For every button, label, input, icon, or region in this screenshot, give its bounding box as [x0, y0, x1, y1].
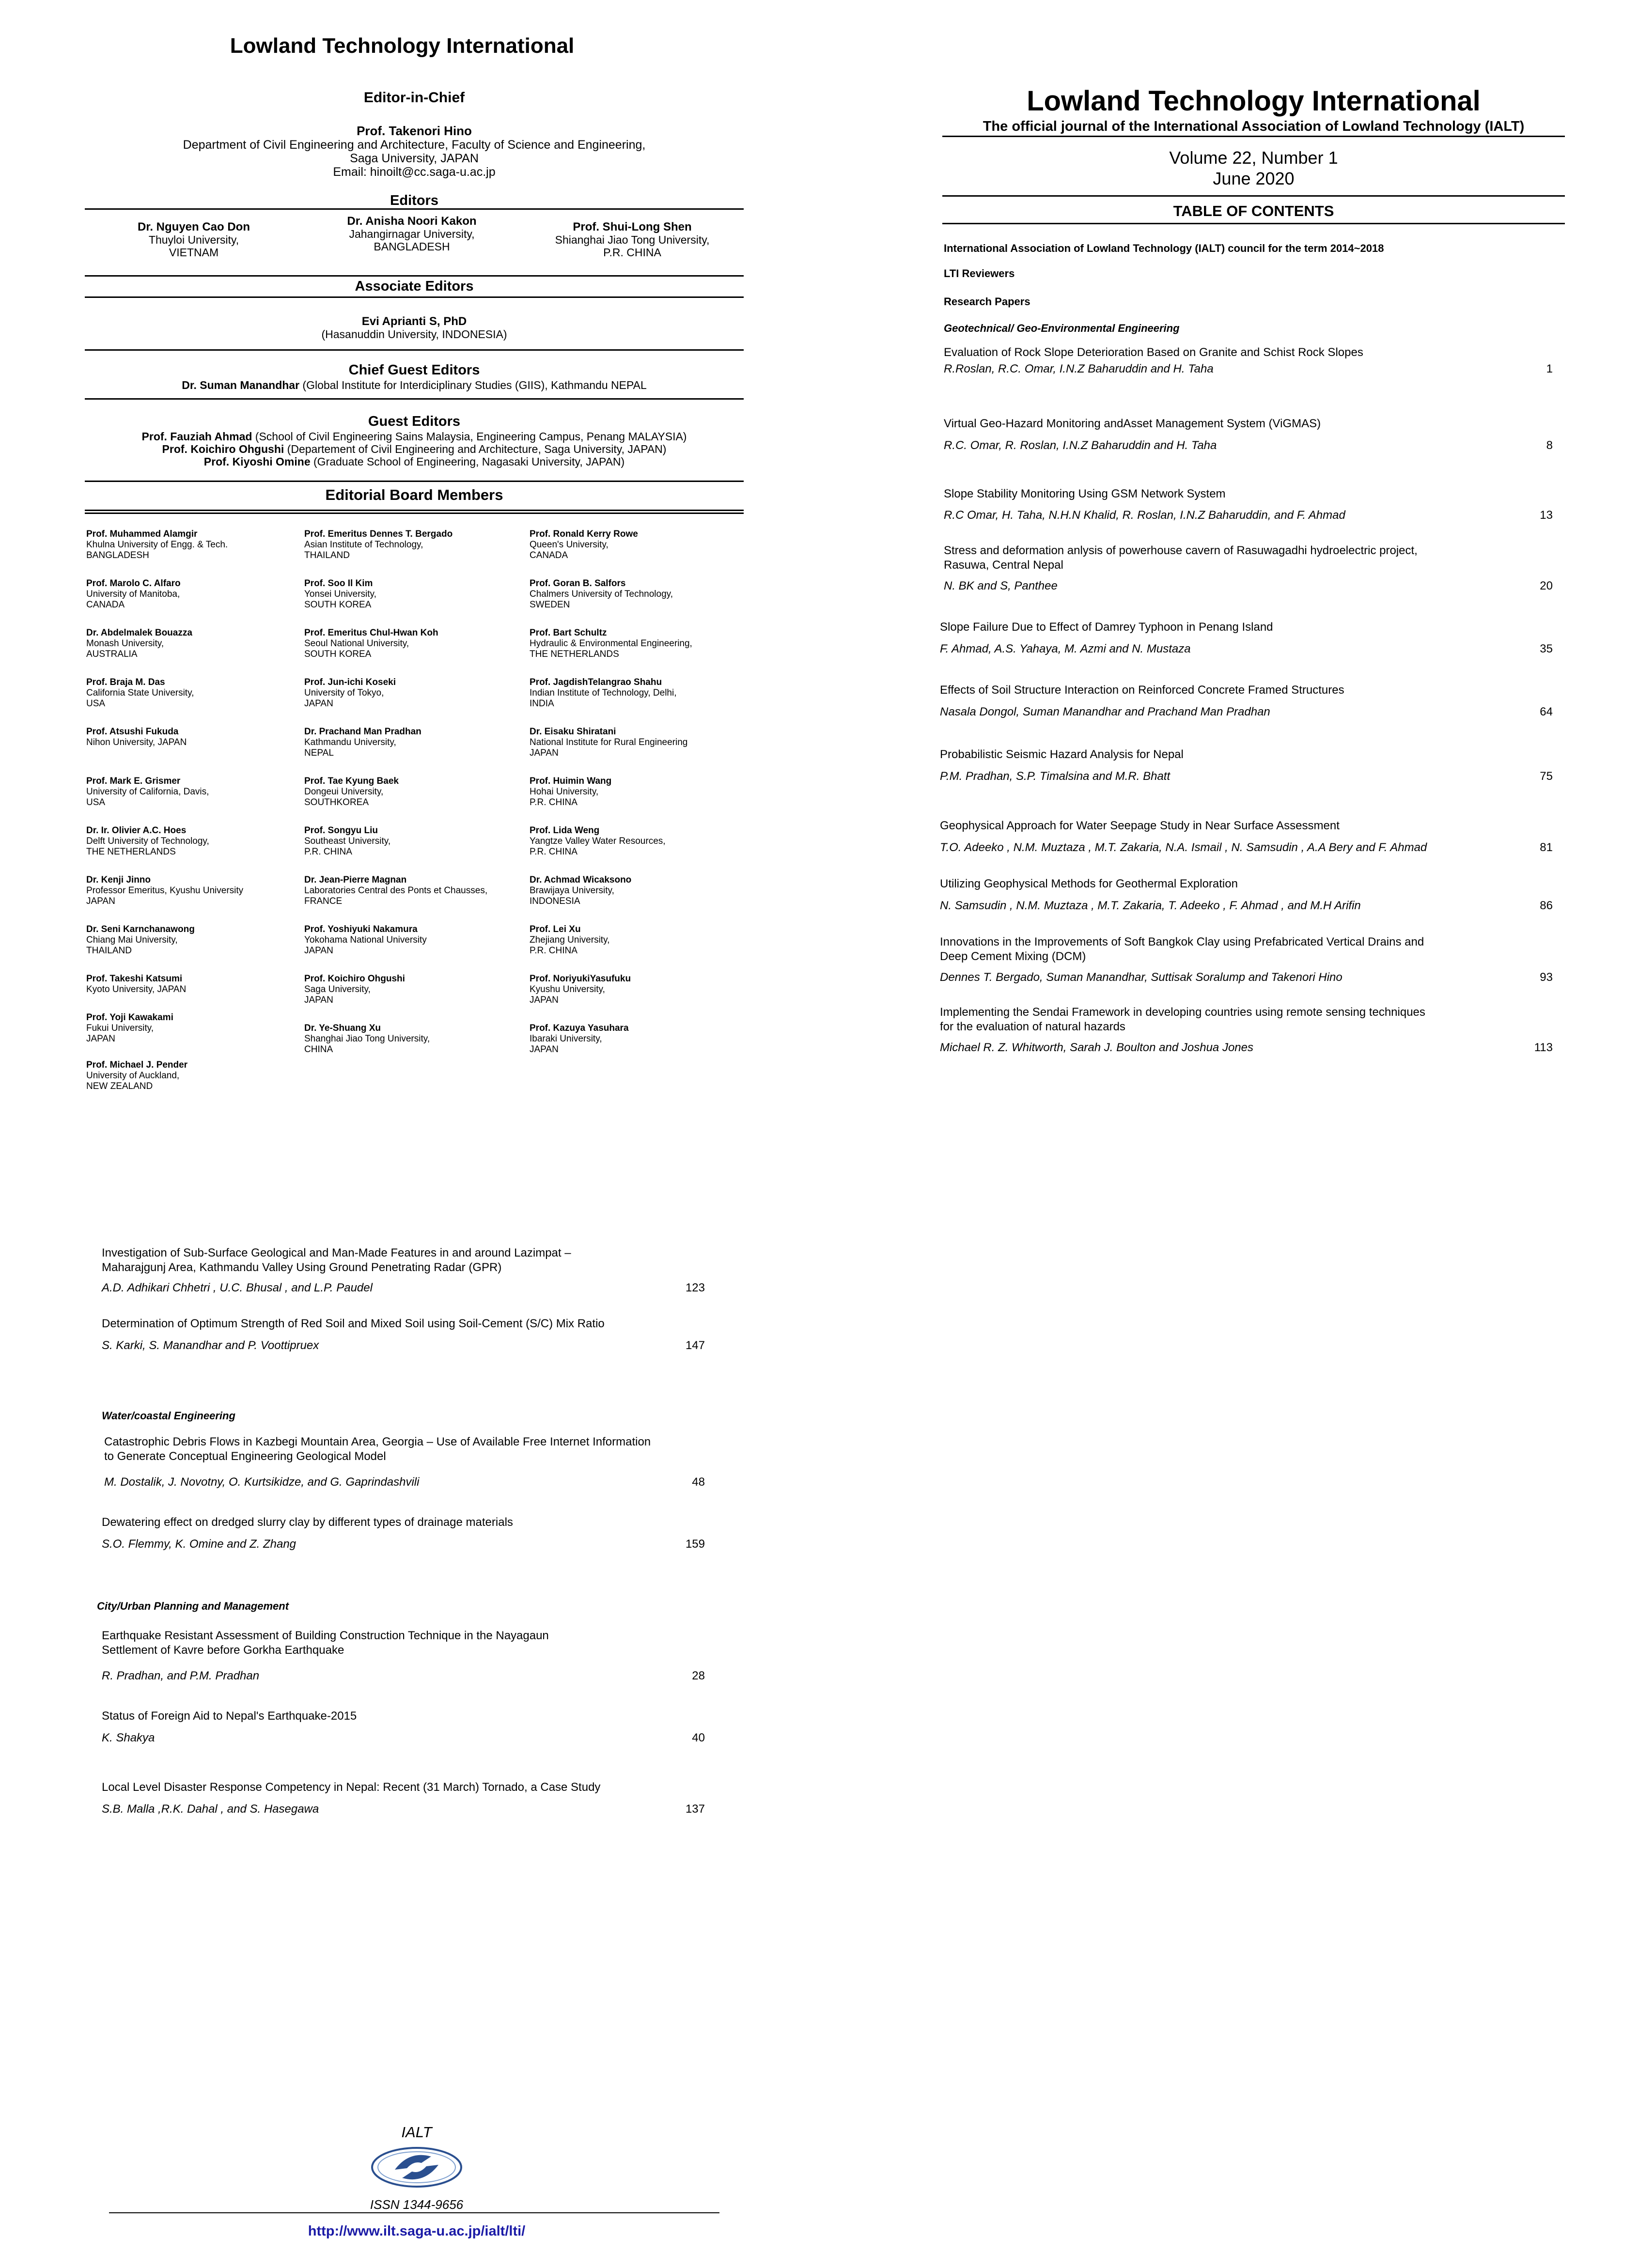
board-member [304, 875, 487, 907]
toc-item-authors: R.C. Omar, R. Roslan, I.N.Z Baharuddin and H. Taha [944, 439, 1217, 452]
member-country: P.R. CHINA [530, 797, 578, 808]
member-country: JAPAN [530, 995, 559, 1005]
member-affiliation: Professor Emeritus, Kyushu University [86, 885, 244, 896]
board-member [304, 974, 405, 1006]
member-affiliation: Kyushu University, [530, 984, 605, 994]
divider [85, 296, 744, 298]
toc-item-title[interactable]: Local Level Disaster Response Competency in Nepal: Recent (31 March) Tornado, a Case Study [102, 1781, 601, 1794]
chief-guest-affiliation: (Global Institute for Interdiciplinary Studies (GIIS), Kathmandu NEPAL [299, 379, 647, 391]
title-line: Implementing the Sendai Framework in developing countries using remote sensing techniques [940, 1006, 1425, 1019]
toc-item-title[interactable]: Utilizing Geophysical Methods for Geothermal Exploration [940, 877, 1238, 890]
issue-date: June 2020 [1213, 169, 1295, 188]
toc-item-page: 48 [692, 1476, 705, 1489]
member-affiliation: Yangtze Valley Water Resources, [530, 836, 666, 846]
editor-country: BANGLADESH [374, 240, 450, 253]
toc-item-title[interactable]: Effects of Soil Structure Interaction on Reinforced Concrete Framed Structures [940, 684, 1344, 697]
volume-number: Volume 22, Number 1 [1169, 148, 1338, 168]
member-country: USA [86, 699, 106, 709]
divider [85, 208, 744, 210]
editor-in-chief-heading: Editor-in-Chief [363, 90, 465, 106]
member-name: Dr. Ir. Olivier A.C. Hoes [86, 825, 187, 836]
title-line: Innovations in the Improvements of Soft Bangkok Clay using Prefabricated Vertical Drains and [940, 935, 1424, 948]
member-affiliation: Yonsei University, [304, 589, 376, 599]
divider [85, 513, 744, 514]
eic-affiliation-1: Department of Civil Engineering and Architecture, Faculty of Science and Engineering, [183, 138, 646, 152]
member-country: CANADA [86, 600, 125, 610]
toc-item-page: 20 [1540, 579, 1553, 592]
member-name: Prof. Lida Weng [530, 825, 600, 836]
toc-item-authors: N. Samsudin , N.M. Muztaza , M.T. Zakaria, T. Adeeko , F. Ahmad , and M.H Arifin [940, 899, 1361, 912]
board-member [304, 727, 421, 759]
member-affiliation: Fukui University, [86, 1023, 154, 1033]
guest-affiliation: (School of Civil Engineering Sains Malaysia, Engineering Campus, Penang MALAYSIA) [252, 430, 687, 443]
member-affiliation: Delft University of Technology, [86, 836, 209, 846]
member-name: Prof. Jun-ichi Koseki [304, 677, 396, 687]
member-affiliation: Kathmandu University, [304, 737, 396, 747]
member-affiliation: Chiang Mai University, [86, 935, 178, 945]
board-member [530, 974, 631, 1006]
toc-item-title[interactable]: Virtual Geo-Hazard Monitoring andAsset Management System (ViGMAS) [944, 417, 1321, 430]
associate-editors-heading: Associate Editors [355, 279, 474, 294]
toc-item-authors: S.O. Flemmy, K. Omine and Z. Zhang [102, 1538, 297, 1551]
board-member [86, 825, 209, 857]
guest-editors-list [85, 430, 744, 468]
member-country: NEPAL [304, 748, 334, 758]
member-name: Prof. Emeritus Dennes T. Bergado [304, 529, 453, 539]
toc-item-authors: R.Roslan, R.C. Omar, I.N.Z Baharuddin and H. Taha [944, 362, 1214, 375]
member-country: THE NETHERLANDS [86, 847, 176, 857]
toc-item-authors: S.B. Malla ,R.K. Dahal , and S. Hasegawa [102, 1802, 319, 1816]
toc-item-title[interactable]: Determination of Optimum Strength of Red Soil and Mixed Soil using Soil-Cement (S/C) Mix Ratio [102, 1317, 605, 1330]
member-country: CHINA [304, 1044, 333, 1055]
toc-item-page: 13 [1540, 509, 1553, 522]
member-country: SOUTH KOREA [304, 649, 372, 659]
member-affiliation: Brawijaya University, [530, 885, 614, 896]
journal-title: Lowland Technology International [1027, 85, 1481, 117]
editor-name: Dr. Nguyen Cao Don [137, 220, 250, 233]
member-affiliation: University of Manitoba, [86, 589, 180, 599]
member-name: Prof. Songyu Liu [304, 825, 378, 836]
board-member [304, 1023, 430, 1055]
board-member [530, 875, 631, 907]
member-name: Prof. Soo Il Kim [304, 578, 373, 589]
member-name: Prof. JagdishTelangrao Shahu [530, 677, 662, 687]
member-country: JAPAN [530, 748, 559, 758]
toc-item-authors: R.C Omar, H. Taha, N.H.N Khalid, R. Roslan, I.N.Z Baharuddin, and F. Ahmad [944, 509, 1345, 522]
board-member [86, 1060, 187, 1092]
toc-item-page: 28 [692, 1669, 705, 1682]
title-line: for the evaluation of natural hazards [940, 1020, 1125, 1033]
toc-item-title[interactable]: Geophysical Approach for Water Seepage Study in Near Surface Assessment [940, 819, 1340, 832]
member-country: P.R. CHINA [304, 847, 352, 857]
member-name: Prof. Kazuya Yasuhara [530, 1023, 629, 1033]
divider [942, 223, 1565, 224]
board-member [530, 776, 611, 808]
member-country: JAPAN [86, 1034, 115, 1044]
member-affiliation: Southeast University, [304, 836, 391, 846]
title-line: Earthquake Resistant Assessment of Building Construction Technique in the Nayagaun [102, 1629, 549, 1642]
member-affiliation: Khulna University of Engg. & Tech. [86, 540, 228, 550]
member-name: Dr. Kenji Jinno [86, 875, 151, 885]
toc-item-page: 123 [685, 1281, 705, 1294]
toc-item-title[interactable] [104, 1435, 710, 1464]
editor-name: Prof. Shui-Long Shen [573, 220, 692, 233]
toc-item-title[interactable]: Slope Failure Due to Effect of Damrey Typhoon in Penang Island [940, 621, 1273, 634]
toc-item-title[interactable] [944, 544, 1501, 573]
member-affiliation: Hydraulic & Environmental Engineering, [530, 638, 692, 649]
member-name: Prof. Huimin Wang [530, 776, 612, 786]
member-affiliation: Kyoto University, JAPAN [86, 984, 187, 994]
editorial-board-heading: Editorial Board Members [325, 486, 503, 503]
member-affiliation: National Institute for Rural Engineering [530, 737, 688, 747]
council-entry[interactable]: International Association of Lowland Technology (IALT) council for the term 2014~2018 [944, 242, 1384, 254]
member-name: Dr. Seni Karnchanawong [86, 924, 195, 934]
board-member [86, 875, 243, 907]
title-line: Stress and deformation anlysis of powerhouse cavern of Rasuwagadhi hydroelectric project, [944, 544, 1418, 557]
member-country: AUSTRALIA [86, 649, 138, 659]
board-member [530, 727, 687, 759]
member-name: Prof. Atsushi Fukuda [86, 727, 179, 737]
member-name: Prof. Koichiro Ohgushi [304, 974, 405, 984]
editor-card [303, 215, 521, 253]
board-member [304, 578, 376, 610]
chief-guest-editors-heading: Chief Guest Editors [348, 362, 480, 378]
member-name: Prof. Emeritus Chul-Hwan Koh [304, 628, 438, 638]
member-country: INDIA [530, 699, 554, 709]
toc-item-authors: F. Ahmad, A.S. Yahaya, M. Azmi and N. Mustaza [940, 642, 1191, 655]
member-name: Prof. Tae Kyung Baek [304, 776, 399, 786]
toc-item-page: 147 [685, 1339, 705, 1352]
toc-item-title[interactable]: Probabilistic Seismic Hazard Analysis for Nepal [940, 748, 1184, 761]
board-member [530, 1023, 629, 1055]
board-member [304, 825, 390, 857]
board-member [530, 529, 638, 561]
divider [85, 481, 744, 482]
member-affiliation: Asian Institute of Technology, [304, 540, 423, 550]
board-member [86, 727, 187, 748]
board-member [530, 578, 673, 610]
toc-item-title[interactable] [102, 1629, 707, 1658]
member-country: INDONESIA [530, 896, 580, 906]
toc-item-title[interactable]: Dewatering effect on dredged slurry clay by different types of drainage materials [102, 1516, 513, 1529]
editor-country: VIETNAM [169, 246, 219, 259]
board-member [304, 529, 453, 561]
toc-item-authors: M. Dostalik, J. Novotny, O. Kurtsikidze, and G. Gaprindashvili [104, 1476, 420, 1489]
board-member [86, 628, 192, 660]
member-affiliation: Saga University, [304, 984, 371, 994]
title-line: Deep Cement Mixing (DCM) [940, 950, 1086, 963]
toc-item-title[interactable]: Slope Stability Monitoring Using GSM Network System [944, 487, 1226, 500]
toc-section-heading: Geotechnical/ Geo-Environmental Engineering [944, 322, 1180, 334]
board-member [86, 529, 228, 561]
toc-item-title[interactable] [102, 1246, 707, 1275]
guest-name: Prof. Koichiro Ohgushi [162, 443, 284, 455]
member-country: NEW ZEALAND [86, 1081, 153, 1091]
toc-item-authors: K. Shakya [102, 1731, 155, 1744]
toc-item-authors: P.M. Pradhan, S.P. Timalsina and M.R. Bhatt [940, 770, 1171, 783]
journal-url-link[interactable]: http://www.ilt.saga-u.ac.jp/ialt/lti/ [308, 2223, 526, 2239]
toc-item-authors: Dennes T. Bergado, Suman Manandhar, Suttisak Soralump and Takenori Hino [940, 971, 1342, 984]
toc-item-authors: Michael R. Z. Whitworth, Sarah J. Boulton and Joshua Jones [940, 1041, 1253, 1054]
member-name: Prof. Mark E. Grismer [86, 776, 181, 786]
board-member [530, 677, 677, 709]
toc-item-page: 137 [685, 1802, 705, 1816]
member-affiliation: University of Tokyo, [304, 688, 384, 698]
member-country: JAPAN [304, 699, 333, 709]
member-country: THAILAND [304, 550, 350, 560]
guest-affiliation: (Departement of Civil Engineering and Architecture, Saga University, JAPAN) [284, 443, 667, 455]
toc-item-page: 8 [1546, 439, 1553, 452]
member-name: Prof. Ronald Kerry Rowe [530, 529, 638, 539]
toc-item-page: 113 [1534, 1041, 1553, 1054]
title-line: to Generate Conceptual Engineering Geological Model [104, 1450, 386, 1463]
divider [85, 398, 744, 400]
journal-subtitle: The official journal of the International Association of Lowland Technology (IALT) [983, 119, 1525, 134]
toc-item-page: 81 [1540, 841, 1553, 854]
guest-name: Prof. Fauziah Ahmad [141, 430, 252, 443]
member-country: THAILAND [86, 946, 132, 956]
divider [85, 510, 744, 511]
research-papers-heading: Research Papers [944, 295, 1030, 308]
member-affiliation: Hohai University, [530, 787, 599, 797]
toc-item-authors: A.D. Adhikari Chhetri , U.C. Bhusal , and L.P. Paudel [102, 1281, 373, 1294]
board-member [304, 628, 438, 660]
member-affiliation: University of Auckland, [86, 1071, 180, 1081]
toc-item-title[interactable] [940, 935, 1497, 964]
member-affiliation: Seoul National University, [304, 638, 409, 649]
toc-item-page: 159 [685, 1538, 705, 1551]
member-name: Prof. Marolo C. Alfaro [86, 578, 181, 589]
toc-item-authors: Nasala Dongol, Suman Manandhar and Prachand Man Pradhan [940, 705, 1270, 718]
guest-editor [85, 455, 744, 468]
editor-affiliation: Jahangirnagar University, [349, 228, 475, 240]
member-name: Prof. Goran B. Salfors [530, 578, 626, 589]
member-country: USA [86, 797, 106, 808]
member-affiliation: Dongeui University, [304, 787, 384, 797]
board-member [304, 924, 427, 956]
member-name: Prof. Lei Xu [530, 924, 581, 934]
toc-item-page: 86 [1540, 899, 1553, 912]
toc-heading: TABLE OF CONTENTS [1173, 202, 1334, 219]
board-member [86, 578, 181, 610]
member-name: Dr. Abdelmalek Bouazza [86, 628, 192, 638]
editor-country: P.R. CHINA [603, 246, 661, 259]
member-country: JAPAN [530, 1044, 559, 1055]
toc-item-page: 35 [1540, 642, 1553, 655]
member-affiliation: Zhejiang University, [530, 935, 610, 945]
divider [109, 2212, 719, 2213]
member-country: JAPAN [86, 896, 115, 906]
eic-affiliation-2: Saga University, JAPAN [350, 152, 479, 165]
associate-name: Evi Aprianti S, PhD [361, 315, 467, 328]
eic-name: Prof. Takenori Hino [357, 124, 472, 138]
title-line: Investigation of Sub-Surface Geological and Man-Made Features in and around Lazimpat – [102, 1246, 571, 1259]
title-line: Rasuwa, Central Nepal [944, 559, 1063, 572]
ialt-label: IALT [401, 2124, 432, 2141]
member-name: Prof. NoriyukiYasufuku [530, 974, 631, 984]
toc-item-authors: T.O. Adeeko , N.M. Muztaza , M.T. Zakaria, N.A. Ismail , N. Samsudin , A.A Bery and F. Ahmad [940, 841, 1427, 854]
editor-in-chief [85, 124, 744, 179]
guest-name: Prof. Kiyoshi Omine [203, 455, 311, 468]
toc-item-authors: N. BK and S, Panthee [944, 579, 1058, 592]
reviewers-entry[interactable]: LTI Reviewers [944, 267, 1015, 280]
chief-guest-name: Dr. Suman Manandhar [182, 379, 300, 391]
chief-guest-editor [85, 379, 744, 391]
board-member [86, 924, 195, 956]
member-country: SOUTHKOREA [304, 797, 369, 808]
member-affiliation: Indian Institute of Technology, Delhi, [530, 688, 677, 698]
member-name: Prof. Michael J. Pender [86, 1060, 188, 1070]
title-line: Settlement of Kavre before Gorkha Earthquake [102, 1644, 344, 1657]
member-name: Prof. Bart Schultz [530, 628, 607, 638]
associate-affiliation: (Hasanuddin University, INDONESIA) [321, 328, 507, 341]
member-affiliation: Laboratories Central des Ponts et Chausses, [304, 885, 488, 896]
journal-title: Lowland Technology International [230, 34, 575, 58]
eic-email[interactable]: Email: hinoilt@cc.saga-u.ac.jp [333, 165, 496, 179]
member-country: P.R. CHINA [530, 847, 578, 857]
board-member [86, 974, 186, 995]
guest-editor [85, 443, 744, 455]
editor-card [523, 220, 741, 259]
toc-section-heading: Water/coastal Engineering [102, 1410, 235, 1422]
member-affiliation: California State University, [86, 688, 194, 698]
member-affiliation: Yokohama National University [304, 935, 427, 945]
member-name: Dr. Ye-Shuang Xu [304, 1023, 381, 1033]
member-affiliation: Chalmers University of Technology, [530, 589, 673, 599]
associate-editor [85, 315, 744, 341]
toc-item-title[interactable]: Evaluation of Rock Slope Deterioration Based on Granite and Schist Rock Slopes [944, 346, 1363, 359]
member-country: SWEDEN [530, 600, 570, 610]
toc-item-title[interactable] [940, 1005, 1497, 1034]
member-country: FRANCE [304, 896, 343, 906]
board-member [304, 776, 399, 808]
member-affiliation: University of California, Davis, [86, 787, 209, 797]
member-country: SOUTH KOREA [304, 600, 372, 610]
guest-editors-heading: Guest Editors [368, 414, 461, 429]
member-country: THE NETHERLANDS [530, 649, 619, 659]
member-country: CANADA [530, 550, 568, 560]
member-affiliation: Shanghai Jiao Tong University, [304, 1034, 430, 1044]
toc-item-page: 40 [692, 1731, 705, 1744]
editors-heading: Editors [390, 193, 438, 208]
toc-item-page: 75 [1540, 770, 1553, 783]
title-line: Catastrophic Debris Flows in Kazbegi Mountain Area, Georgia – Use of Available Free Internet Information [104, 1435, 651, 1448]
guest-affiliation: (Graduate School of Engineering, Nagasaki University, JAPAN) [310, 455, 625, 468]
member-name: Dr. Jean-Pierre Magnan [304, 875, 407, 885]
member-country: JAPAN [304, 946, 333, 956]
board-member [530, 628, 692, 660]
guest-editor [85, 430, 744, 443]
editor-card [85, 220, 303, 259]
member-affiliation: Queen's University, [530, 540, 609, 550]
member-name: Prof. Takeshi Katsumi [86, 974, 183, 984]
board-member [86, 776, 209, 808]
toc-section-heading: City/Urban Planning and Management [97, 1600, 289, 1612]
member-name: Dr. Eisaku Shiratani [530, 727, 616, 737]
member-name: Prof. Braja M. Das [86, 677, 165, 687]
board-member [86, 677, 194, 709]
issn: ISSN 1344-9656 [370, 2197, 464, 2212]
member-affiliation: Nihon University, JAPAN [86, 737, 187, 747]
title-line: Maharajgunj Area, Kathmandu Valley Using Ground Penetrating Radar (GPR) [102, 1261, 502, 1274]
divider [85, 275, 744, 277]
member-affiliation: Ibaraki University, [530, 1034, 602, 1044]
board-member [530, 825, 666, 857]
toc-item-page: 64 [1540, 705, 1553, 718]
editor-affiliation: Shianghai Jiao Tong University, [555, 233, 710, 246]
board-member [530, 924, 609, 956]
divider [942, 136, 1565, 137]
board-member [304, 677, 396, 709]
member-country: JAPAN [304, 995, 333, 1005]
toc-item-authors: R. Pradhan, and P.M. Pradhan [102, 1669, 260, 1682]
toc-item-page: 93 [1540, 971, 1553, 984]
divider [942, 195, 1565, 197]
member-affiliation: Monash University, [86, 638, 164, 649]
member-name: Dr. Prachand Man Pradhan [304, 727, 421, 737]
ialt-logo [368, 2143, 465, 2191]
toc-item-title[interactable]: Status of Foreign Aid to Nepal's Earthquake-2015 [102, 1709, 357, 1723]
member-name: Prof. Muhammed Alamgir [86, 529, 198, 539]
member-name: Prof. Yoshiyuki Nakamura [304, 924, 418, 934]
editor-name: Dr. Anisha Noori Kakon [347, 215, 477, 228]
member-country: P.R. CHINA [530, 946, 578, 956]
member-country: BANGLADESH [86, 550, 149, 560]
toc-item-authors: S. Karki, S. Manandhar and P. Voottipruex [102, 1339, 319, 1352]
divider [85, 349, 744, 351]
editor-affiliation: Thuyloi University, [148, 233, 239, 246]
toc-item-page: 1 [1546, 362, 1553, 375]
member-name: Prof. Yoji Kawakami [86, 1012, 173, 1023]
member-name: Dr. Achmad Wicaksono [530, 875, 632, 885]
board-member [86, 1012, 173, 1044]
